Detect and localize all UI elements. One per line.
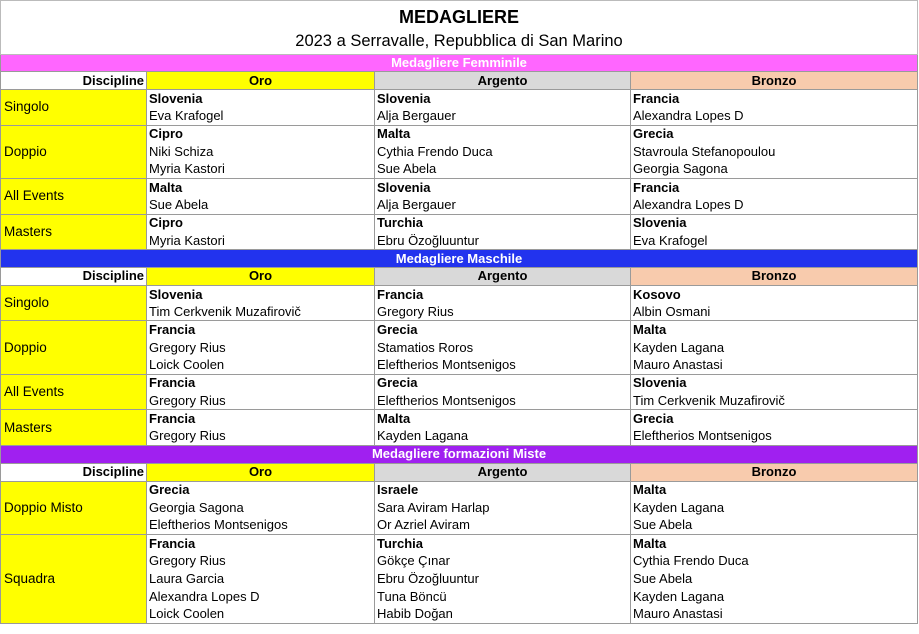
discipline-name: Squadra [1, 535, 147, 624]
bronze-athlete: Sue Abela [631, 570, 918, 588]
bronze-nation: Malta [631, 535, 918, 553]
discipline-column-header: Discipline [1, 268, 147, 286]
bronze-nation: Francia [631, 179, 918, 197]
silver-athlete: Or Azriel Aviram [375, 517, 631, 535]
silver-nation: Grecia [375, 374, 631, 392]
bronze-athlete: Georgia Sagona [631, 161, 918, 179]
discipline-name: All Events [1, 179, 147, 215]
gold-athlete: Gregory Rius [147, 552, 375, 570]
gold-nation: Francia [147, 535, 375, 553]
silver-athlete: Gökçe Çınar [375, 552, 631, 570]
bronze-nation: Grecia [631, 125, 918, 143]
bronze-column-header: Bronzo [631, 463, 918, 481]
discipline-name: Singolo [1, 90, 147, 126]
gold-nation: Cipro [147, 214, 375, 232]
gold-column-header: Oro [147, 72, 375, 90]
discipline-column-header: Discipline [1, 463, 147, 481]
discipline-name: Doppio [1, 125, 147, 178]
silver-athlete: Kayden Lagana [375, 428, 631, 446]
gold-athlete: Eva Krafogel [147, 107, 375, 125]
discipline-name: Singolo [1, 285, 147, 321]
gold-athlete: Georgia Sagona [147, 499, 375, 517]
section-header: Medagliere Maschile [1, 250, 918, 268]
bronze-athlete: Kayden Lagana [631, 339, 918, 357]
gold-athlete: Eleftherios Montsenigos [147, 517, 375, 535]
bronze-athlete: Mauro Anastasi [631, 606, 918, 624]
silver-athlete: Alja Bergauer [375, 107, 631, 125]
silver-nation: Slovenia [375, 90, 631, 108]
bronze-athlete: Albin Osmani [631, 303, 918, 321]
discipline-nation-row [1, 410, 918, 428]
section-header-row [1, 250, 918, 268]
bronze-athlete: Cythia Frendo Duca [631, 552, 918, 570]
bronze-nation: Kosovo [631, 285, 918, 303]
section-header: Medagliere formazioni Miste [1, 446, 918, 464]
discipline-nation-row [1, 90, 918, 108]
silver-athlete: Ebru Özoğluuntur [375, 232, 631, 250]
discipline-nation-row [1, 214, 918, 232]
column-header-row [1, 463, 918, 481]
column-header-row [1, 268, 918, 286]
silver-column-header: Argento [375, 72, 631, 90]
silver-athlete: Sara Aviram Harlap [375, 499, 631, 517]
silver-nation: Malta [375, 125, 631, 143]
gold-athlete: Myria Kastori [147, 232, 375, 250]
gold-nation: Slovenia [147, 285, 375, 303]
bronze-nation: Malta [631, 481, 918, 499]
bronze-athlete: Eleftherios Montsenigos [631, 428, 918, 446]
silver-athlete: Tuna Böncü [375, 588, 631, 606]
bronze-athlete: Stavroula Stefanopoulou [631, 143, 918, 161]
gold-athlete: Gregory Rius [147, 428, 375, 446]
bronze-nation: Slovenia [631, 374, 918, 392]
bronze-athlete: Kayden Lagana [631, 588, 918, 606]
silver-nation: Francia [375, 285, 631, 303]
bronze-athlete: Tim Cerkvenik Muzafirovič [631, 392, 918, 410]
bronze-athlete: Sue Abela [631, 517, 918, 535]
discipline-nation-row [1, 321, 918, 339]
bronze-nation: Malta [631, 321, 918, 339]
bronze-athlete: Alexandra Lopes D [631, 196, 918, 214]
discipline-nation-row [1, 481, 918, 499]
bronze-column-header: Bronzo [631, 268, 918, 286]
silver-athlete: Stamatios Roros [375, 339, 631, 357]
section-header-row [1, 54, 918, 72]
bronze-athlete: Alexandra Lopes D [631, 107, 918, 125]
gold-athlete: Sue Abela [147, 196, 375, 214]
silver-nation: Grecia [375, 321, 631, 339]
gold-athlete: Loick Coolen [147, 606, 375, 624]
discipline-nation-row [1, 535, 918, 553]
page-title: MEDAGLIERE [1, 1, 918, 30]
bronze-nation: Slovenia [631, 214, 918, 232]
bronze-nation: Francia [631, 90, 918, 108]
gold-nation: Francia [147, 410, 375, 428]
gold-athlete: Gregory Rius [147, 392, 375, 410]
silver-nation: Malta [375, 410, 631, 428]
silver-athlete: Cythia Frendo Duca [375, 143, 631, 161]
bronze-athlete: Mauro Anastasi [631, 357, 918, 375]
gold-athlete: Gregory Rius [147, 339, 375, 357]
discipline-column-header: Discipline [1, 72, 147, 90]
silver-athlete: Ebru Özoğluuntur [375, 570, 631, 588]
column-header-row [1, 72, 918, 90]
section-header-row [1, 446, 918, 464]
silver-column-header: Argento [375, 268, 631, 286]
gold-nation: Cipro [147, 125, 375, 143]
gold-nation: Slovenia [147, 90, 375, 108]
bronze-nation: Grecia [631, 410, 918, 428]
section-header: Medagliere Femminile [1, 54, 918, 72]
gold-athlete: Loick Coolen [147, 357, 375, 375]
discipline-name: Masters [1, 214, 147, 250]
discipline-nation-row [1, 125, 918, 143]
silver-nation: Israele [375, 481, 631, 499]
silver-nation: Turchia [375, 535, 631, 553]
gold-nation: Malta [147, 179, 375, 197]
gold-nation: Francia [147, 321, 375, 339]
page-subtitle: 2023 a Serravalle, Repubblica di San Marino [1, 29, 918, 54]
silver-nation: Slovenia [375, 179, 631, 197]
gold-athlete: Tim Cerkvenik Muzafirovič [147, 303, 375, 321]
silver-athlete: Habib Doğan [375, 606, 631, 624]
discipline-nation-row [1, 285, 918, 303]
gold-athlete: Niki Schiza [147, 143, 375, 161]
silver-athlete: Alja Bergauer [375, 196, 631, 214]
silver-athlete: Eleftherios Montsenigos [375, 392, 631, 410]
discipline-nation-row [1, 179, 918, 197]
gold-athlete: Myria Kastori [147, 161, 375, 179]
silver-athlete: Eleftherios Montsenigos [375, 357, 631, 375]
silver-athlete: Sue Abela [375, 161, 631, 179]
bronze-column-header: Bronzo [631, 72, 918, 90]
discipline-name: All Events [1, 374, 147, 410]
gold-nation: Francia [147, 374, 375, 392]
gold-nation: Grecia [147, 481, 375, 499]
silver-athlete: Gregory Rius [375, 303, 631, 321]
gold-athlete: Alexandra Lopes D [147, 588, 375, 606]
gold-column-header: Oro [147, 268, 375, 286]
discipline-name: Masters [1, 410, 147, 446]
bronze-athlete: Eva Krafogel [631, 232, 918, 250]
gold-column-header: Oro [147, 463, 375, 481]
bronze-athlete: Kayden Lagana [631, 499, 918, 517]
discipline-nation-row [1, 374, 918, 392]
discipline-name: Doppio Misto [1, 481, 147, 534]
silver-column-header: Argento [375, 463, 631, 481]
gold-athlete: Laura Garcia [147, 570, 375, 588]
discipline-name: Doppio [1, 321, 147, 374]
silver-nation: Turchia [375, 214, 631, 232]
